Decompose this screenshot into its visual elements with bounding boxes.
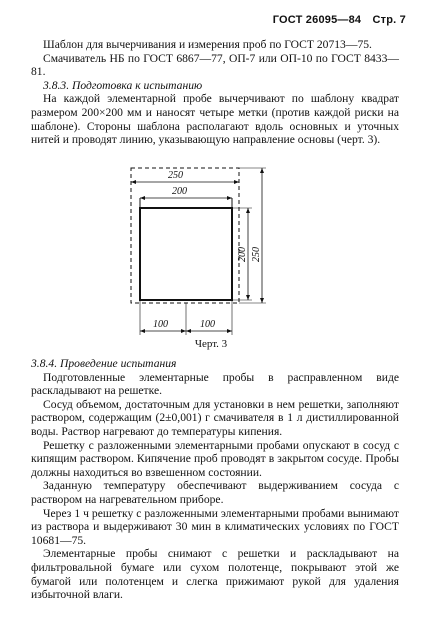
paragraph-testing-1: Подготовленные элементарные пробы в расправленном виде раскладывают на решетке. [31,370,399,398]
paragraph-testing-6: Элементарные пробы снимают с решетки и раскладывают на фильтровальной бумаге или сухом полотенце, покрывают этой же бумагой или полотенцем и слегка прижимают рукой для удаления избыточной влаги. [31,547,399,602]
testing-block [31,357,399,602]
figure-caption: Черт. 3 [194,338,228,350]
paragraph-wetting-agent: Смачиватель НБ по ГОСТ 6867—77, ОП-7 или ОП-10 по ГОСТ 8433—81. [31,51,399,79]
section-heading-preparation: 3.8.3. Подготовка к испытанию [43,78,203,92]
page-number: Стр. 7 [372,14,406,26]
paragraph-testing-2: Сосуд объемом, достаточным для установки в нем решетки, заполняют раствором, содержащим (2±0,001) г смачивателя в 1 л дистиллированной воды. Раствор нагревают до температуры кипения. [31,397,399,438]
dim-label-half-right: 100 [200,319,215,330]
dim-label-inner-height: 200 [237,247,248,262]
paragraph-testing-5: Через 1 ч решетку с разложенными элементарными пробами вынимают из раствора и выдерживают 30 мин в климатических условиях по ГОСТ 10681—75. [31,506,399,547]
paragraph-testing-4: Заданную температуру обеспечивают выдерживанием сосуда с раствором на нагревательном приборе. [31,479,399,506]
standard-number: ГОСТ 26095—84 [272,14,362,26]
section-heading-testing: 3.8.4. Проведение испытания [31,357,177,370]
paragraph-testing-3: Решетку с разложенными элементарными пробами опускают в сосуд с кипящим раствором. Кипячение проб проводят в закрытом сосуде. Пробы должны находиться во взвешенном состоянии. [31,438,399,479]
dim-label-half-left: 100 [153,319,168,330]
dim-label-outer-height: 250 [251,247,262,262]
inner-square [140,208,232,300]
dim-label-inner-width: 200 [172,186,187,197]
paragraph-preparation: На каждой элементарной пробе вычерчивают по шаблону квадрат размером 200×200 мм и наносят четыре метки (против каждой риски на шаблоне). Стороны шаблона располагают вдоль основных и уточных нитей и проводят линию, указывающую направление основы (черт. 3). [31,92,399,147]
dim-label-outer-width: 250 [168,170,183,181]
paragraph-template: Шаблон для вычерчивания и измерения проб по ГОСТ 20713—75. [43,38,372,51]
